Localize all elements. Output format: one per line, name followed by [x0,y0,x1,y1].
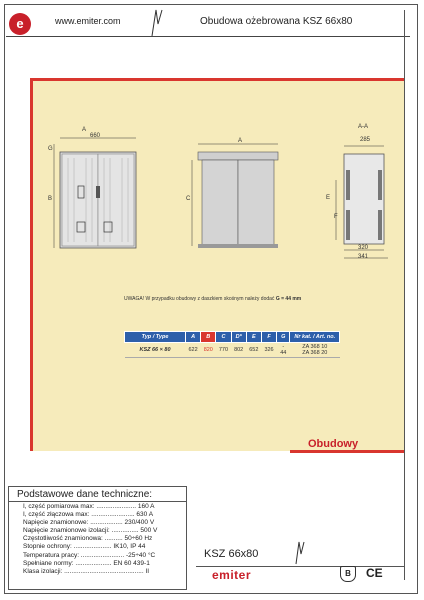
dim-B-label: B [48,196,53,202]
tech-row: I, część pomiarowa max: ...................... 160 A [23,503,155,510]
dim-285-label: 285 [360,137,371,143]
dim-C-label: C [186,196,191,202]
dim-A-label: A [82,127,87,133]
section-label: Obudowy [308,438,359,450]
tech-row: Napięcie znamionowe izolacji: ............... 500 V [23,527,158,535]
spec-cell-G [277,343,290,358]
dim-F-label: F [334,214,338,220]
model-name: KSZ 66x80 [204,548,259,560]
spec-th-A: A [186,332,201,343]
section-title: A-A [358,124,369,130]
emiter-brand-logo: emiter [212,568,252,582]
spec-th-art: Nr kat. / Art. no. [290,332,340,343]
header-divider [6,36,410,37]
spec-th-B: B [201,332,216,343]
tech-row: Stopnie ochrony: ..................... IK10, IP 44 [23,543,146,551]
spec-cell-art [290,343,340,358]
spec-th-F: F [261,332,276,343]
spec-cell-C: 770 [216,343,231,358]
spec-cell-D: 802 [231,343,246,358]
side-view-drawing [188,140,288,260]
tech-row: Klasa izolacji: ............................................ II [23,567,150,575]
table-row [125,343,340,358]
spec-table [124,331,340,358]
tech-row: Częstotliwość znamionowa: .......... 50÷60 Hz [23,535,153,543]
right-margin-line [404,10,405,580]
emiter-logo-icon: e [9,13,31,35]
dim-E-label: E [326,195,331,201]
spec-cell-E: 652 [246,343,261,358]
note-bold-value: G = 44 mm [275,296,302,302]
spec-th-G: G [277,332,290,343]
tech-specs-box [8,486,187,590]
spec-cell-A: 622 [186,343,201,358]
spec-th-type: Typ / Type [125,332,186,343]
tech-specs-divider [9,501,186,502]
ce-mark-icon: CE [366,566,383,580]
spec-cell-B: 820 [201,343,216,358]
b-certificate-icon: B [340,566,356,582]
spec-cell-G-bottom: 44 [280,350,287,356]
spec-th-D: D* [231,332,246,343]
dim-341-label: 341 [358,254,369,260]
spec-th-C: C [216,332,231,343]
spec-cell-G-top: - [282,344,285,350]
spec-table-header-row [125,332,340,343]
spec-cell-art-1: ZA 368 10 [302,344,328,350]
dim-G-label: G [48,146,53,152]
front-view-drawing [44,124,144,264]
dim-A2-label: A [238,138,243,144]
tech-row: Napięcie znamionowe: .................. 230/400 V [23,519,155,527]
website-url[interactable]: www.emiter.com [55,16,121,26]
panel-accent-line [290,450,404,453]
page-title: Obudowa ożebrowana KSZ 66x80 [200,16,353,27]
spec-cell-type: KSZ 66 × 80 [125,343,186,358]
tech-row: Temperatura pracy: ........................ -25÷40 °C [23,551,156,559]
note-text [124,296,301,302]
tech-row: I, część złączowa max: ........................ 630 A [23,511,154,519]
model-footer [196,540,404,590]
spec-cell-F: 326 [261,343,276,358]
note-body: UWAGA! W przypadku obudowy z daszkiem skośnym należy dodać [124,296,275,302]
spec-cell-art-2: ZA 368 20 [302,350,328,356]
spec-th-E: E [246,332,261,343]
tech-row: Spełniane normy: .................... EN 60 439-1 [23,559,150,567]
dim-320-label: 320 [358,245,369,251]
dim-width-label: 660 [90,133,101,139]
footer-zigzag-line [294,540,306,566]
tech-specs-title: Podstawowe dane techniczne: [17,489,153,500]
header-zigzag-line [150,8,164,38]
